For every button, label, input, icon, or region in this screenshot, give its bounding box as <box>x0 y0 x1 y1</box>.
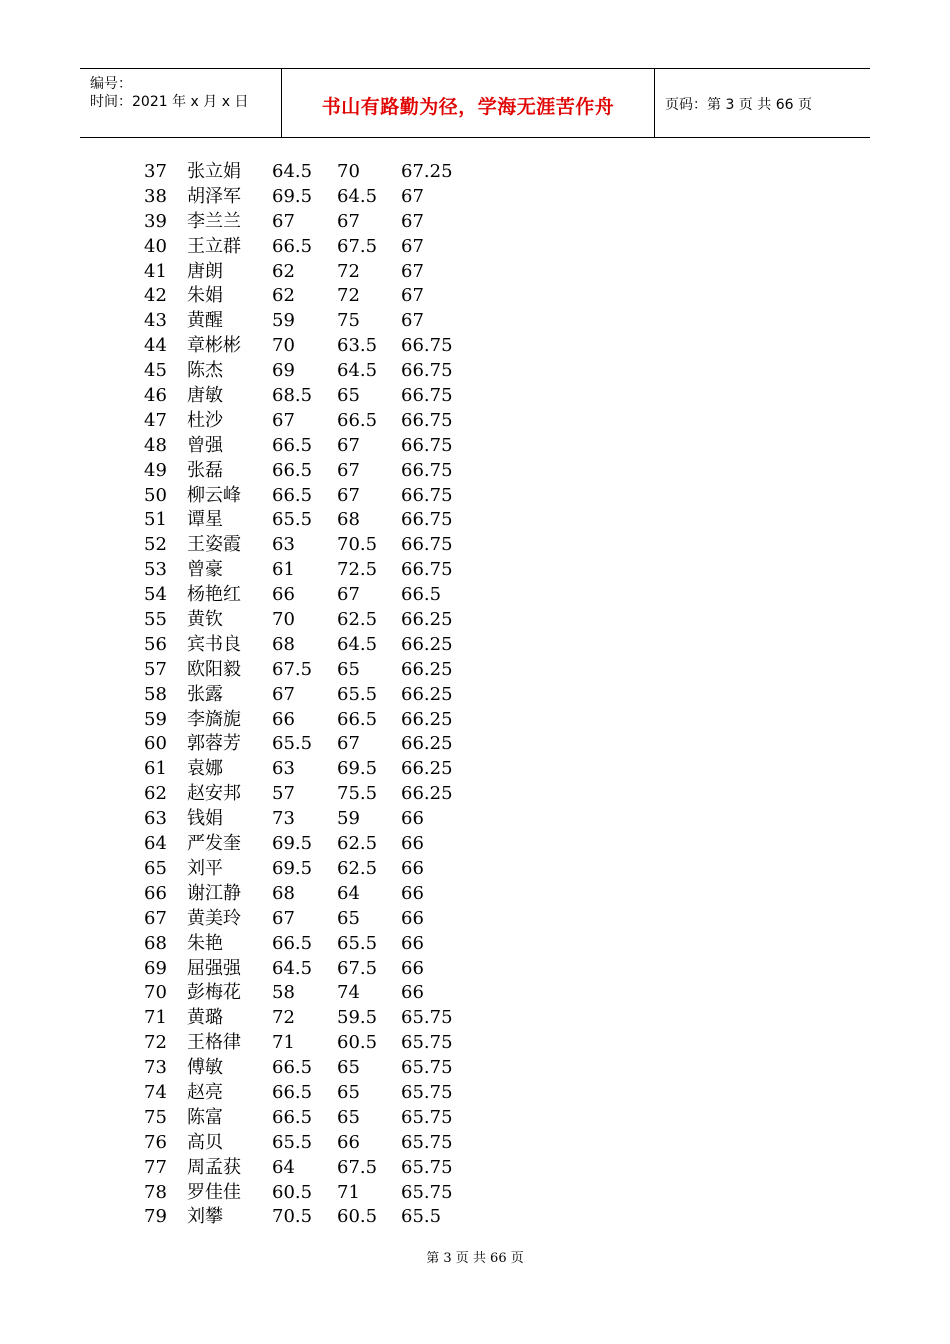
row-number: 48 <box>144 434 167 456</box>
score-2: 65 <box>337 907 360 929</box>
score-2: 63.5 <box>337 335 378 357</box>
student-name: 张立娟 <box>187 161 241 182</box>
list-item <box>0 359 950 384</box>
student-name: 黄醒 <box>187 310 223 332</box>
student-name: 曾豪 <box>187 559 223 581</box>
score-1: 67 <box>272 210 295 232</box>
row-number: 37 <box>144 161 167 182</box>
score-1: 66.5 <box>272 1081 313 1103</box>
score-2: 75.5 <box>337 783 378 805</box>
score-average: 65.5 <box>401 1206 442 1228</box>
score-1: 67 <box>272 409 295 431</box>
row-number: 79 <box>144 1206 167 1228</box>
list-item <box>0 683 950 708</box>
score-average: 66.25 <box>401 609 453 631</box>
score-2: 67.5 <box>337 1156 378 1178</box>
score-average: 67 <box>401 310 424 332</box>
score-2: 67 <box>337 584 360 606</box>
student-name: 胡泽军 <box>187 185 241 207</box>
score-1: 66.5 <box>272 1057 313 1079</box>
row-number: 73 <box>144 1057 167 1079</box>
score-1: 69.5 <box>272 185 313 207</box>
student-name: 朱娟 <box>187 285 223 307</box>
row-number: 78 <box>144 1181 167 1203</box>
student-name: 赵亮 <box>187 1081 223 1103</box>
list-item <box>0 334 950 359</box>
score-2: 65.5 <box>337 683 378 705</box>
document-date-label: 时间：2021 年 x 月 x 日 <box>90 94 249 110</box>
list-item <box>0 882 950 907</box>
header-motto: 书山有路勤为径，学海无涯苦作舟 <box>321 96 615 118</box>
student-name: 王立群 <box>187 235 241 257</box>
score-2: 68 <box>337 509 360 531</box>
score-1: 70 <box>272 609 295 631</box>
score-average: 65.75 <box>401 1057 453 1079</box>
student-name: 杜沙 <box>187 409 223 431</box>
score-average: 66.25 <box>401 733 453 755</box>
score-1: 62 <box>272 285 295 307</box>
score-2: 65 <box>337 1106 360 1128</box>
student-name: 朱艳 <box>187 932 223 954</box>
list-item <box>0 782 950 807</box>
score-average: 66 <box>401 833 424 855</box>
score-2: 64.5 <box>337 633 378 655</box>
row-number: 55 <box>144 609 167 631</box>
score-1: 69.5 <box>272 857 313 879</box>
header-motto-cell <box>282 69 655 137</box>
score-average: 65.75 <box>401 1007 453 1029</box>
score-2: 65 <box>337 1057 360 1079</box>
score-1: 65.5 <box>272 1131 313 1153</box>
score-2: 67 <box>337 210 360 232</box>
row-number: 40 <box>144 235 167 257</box>
list-item <box>0 533 950 558</box>
score-average: 65.75 <box>401 1131 453 1153</box>
list-item <box>0 1156 950 1181</box>
row-number: 59 <box>144 708 167 730</box>
score-average: 66.5 <box>401 584 442 606</box>
score-average: 65.75 <box>401 1181 453 1203</box>
score-average: 66.25 <box>401 783 453 805</box>
row-number: 54 <box>144 584 167 606</box>
score-1: 65.5 <box>272 733 313 755</box>
row-number: 56 <box>144 633 167 655</box>
document-number-label: 编号： <box>90 76 132 92</box>
row-number: 42 <box>144 285 167 307</box>
student-name: 黄璐 <box>187 1007 223 1029</box>
row-number: 45 <box>144 360 167 382</box>
score-average: 66.25 <box>401 658 453 680</box>
list-item <box>0 832 950 857</box>
list-item <box>0 981 950 1006</box>
score-2: 60.5 <box>337 1206 378 1228</box>
student-name: 陈杰 <box>187 360 223 382</box>
score-average: 66.75 <box>401 335 453 357</box>
row-number: 49 <box>144 459 167 481</box>
row-number: 57 <box>144 658 167 680</box>
list-item <box>0 1081 950 1106</box>
score-average: 66 <box>401 982 424 1004</box>
student-name: 严发奎 <box>187 833 241 855</box>
score-average: 65.75 <box>401 1156 453 1178</box>
student-name: 李兰兰 <box>187 210 241 232</box>
score-average: 67 <box>401 285 424 307</box>
score-1: 66 <box>272 708 295 730</box>
score-average: 67 <box>401 210 424 232</box>
list-item <box>0 757 950 782</box>
score-2: 66.5 <box>337 409 378 431</box>
student-name: 陈富 <box>187 1106 223 1128</box>
student-name: 钱娟 <box>187 808 223 830</box>
score-1: 66.5 <box>272 235 313 257</box>
row-number: 61 <box>144 758 167 780</box>
score-2: 60.5 <box>337 1032 378 1054</box>
list-item <box>0 160 950 185</box>
row-number: 38 <box>144 185 167 207</box>
score-average: 65.75 <box>401 1106 453 1128</box>
score-1: 67 <box>272 907 295 929</box>
score-2: 67 <box>337 459 360 481</box>
score-average: 66.75 <box>401 360 453 382</box>
row-number: 64 <box>144 833 167 855</box>
score-average: 67 <box>401 235 424 257</box>
row-number: 43 <box>144 310 167 332</box>
row-number: 66 <box>144 882 167 904</box>
score-2: 74 <box>337 982 360 1004</box>
score-2: 65 <box>337 1081 360 1103</box>
student-name: 李旖旎 <box>187 708 241 730</box>
list-item <box>0 633 950 658</box>
score-average: 65.75 <box>401 1032 453 1054</box>
header-page-info: 页码：第 3 页 共 66 页 <box>665 97 812 113</box>
list-item <box>0 1181 950 1206</box>
score-average: 66.75 <box>401 534 453 556</box>
list-item <box>0 1205 950 1230</box>
list-item <box>0 210 950 235</box>
student-name: 刘平 <box>187 857 223 879</box>
row-number: 76 <box>144 1131 167 1153</box>
score-1: 60.5 <box>272 1181 313 1203</box>
student-name: 郭蓉芳 <box>187 733 241 755</box>
score-1: 67.5 <box>272 658 313 680</box>
student-name: 赵安邦 <box>187 783 241 805</box>
student-name: 谢江静 <box>187 882 241 904</box>
score-2: 72.5 <box>337 559 378 581</box>
score-2: 75 <box>337 310 360 332</box>
score-2: 67.5 <box>337 235 378 257</box>
student-name: 唐朗 <box>187 260 223 282</box>
score-1: 64.5 <box>272 957 313 979</box>
student-name: 屈强强 <box>187 957 241 979</box>
score-2: 72 <box>337 260 360 282</box>
student-name: 高贝 <box>187 1131 223 1153</box>
list-item <box>0 857 950 882</box>
score-2: 67.5 <box>337 957 378 979</box>
list-item <box>0 907 950 932</box>
score-1: 66.5 <box>272 484 313 506</box>
student-name: 谭星 <box>187 509 223 531</box>
score-1: 58 <box>272 982 295 1004</box>
list-item <box>0 1031 950 1056</box>
row-number: 39 <box>144 210 167 232</box>
student-name: 袁娜 <box>187 758 223 780</box>
score-2: 62.5 <box>337 857 378 879</box>
row-number: 50 <box>144 484 167 506</box>
page-header <box>80 68 870 138</box>
score-average: 66.75 <box>401 484 453 506</box>
score-average: 66.25 <box>401 633 453 655</box>
list-item <box>0 459 950 484</box>
row-number: 51 <box>144 509 167 531</box>
row-number: 58 <box>144 683 167 705</box>
score-average: 66.75 <box>401 509 453 531</box>
row-number: 47 <box>144 409 167 431</box>
score-2: 70 <box>337 161 360 182</box>
list-item <box>0 957 950 982</box>
student-name: 王姿霞 <box>187 534 241 556</box>
score-average: 66 <box>401 957 424 979</box>
header-meta-cell <box>80 69 282 137</box>
score-1: 69.5 <box>272 833 313 855</box>
score-1: 72 <box>272 1007 295 1029</box>
score-1: 64.5 <box>272 161 313 182</box>
score-2: 70.5 <box>337 534 378 556</box>
score-1: 68 <box>272 882 295 904</box>
list-item <box>0 658 950 683</box>
score-2: 67 <box>337 434 360 456</box>
score-1: 70.5 <box>272 1206 313 1228</box>
score-1: 63 <box>272 534 295 556</box>
score-1: 57 <box>272 783 295 805</box>
score-2: 69.5 <box>337 758 378 780</box>
score-2: 64.5 <box>337 360 378 382</box>
student-name: 周孟获 <box>187 1156 241 1178</box>
row-number: 68 <box>144 932 167 954</box>
row-number: 67 <box>144 907 167 929</box>
score-average: 66.25 <box>401 708 453 730</box>
list-item <box>0 1131 950 1156</box>
student-name: 张磊 <box>187 459 223 481</box>
list-item <box>0 260 950 285</box>
list-item <box>0 608 950 633</box>
list-item <box>0 583 950 608</box>
row-number: 62 <box>144 783 167 805</box>
row-number: 69 <box>144 957 167 979</box>
student-name: 章彬彬 <box>187 335 241 357</box>
score-average: 66 <box>401 882 424 904</box>
score-1: 66.5 <box>272 1106 313 1128</box>
list-item <box>0 185 950 210</box>
student-name: 刘攀 <box>187 1206 223 1228</box>
row-number: 75 <box>144 1106 167 1128</box>
row-number: 41 <box>144 260 167 282</box>
score-2: 59.5 <box>337 1007 378 1029</box>
list-item <box>0 807 950 832</box>
score-average: 66.25 <box>401 758 453 780</box>
score-2: 67 <box>337 484 360 506</box>
score-1: 68 <box>272 633 295 655</box>
row-number: 63 <box>144 808 167 830</box>
score-2: 72 <box>337 285 360 307</box>
score-2: 65.5 <box>337 932 378 954</box>
score-average: 66 <box>401 857 424 879</box>
score-1: 61 <box>272 559 295 581</box>
score-2: 64.5 <box>337 185 378 207</box>
score-2: 62.5 <box>337 609 378 631</box>
score-1: 68.5 <box>272 385 313 407</box>
list-item <box>0 484 950 509</box>
score-1: 66.5 <box>272 434 313 456</box>
score-average: 66 <box>401 808 424 830</box>
list-item <box>0 434 950 459</box>
list-item <box>0 508 950 533</box>
student-name: 傅敏 <box>187 1057 223 1079</box>
score-1: 66 <box>272 584 295 606</box>
header-page-cell <box>655 69 870 137</box>
score-1: 67 <box>272 683 295 705</box>
score-1: 64 <box>272 1156 295 1178</box>
score-2: 67 <box>337 733 360 755</box>
list-item <box>0 558 950 583</box>
score-1: 66.5 <box>272 459 313 481</box>
list-item <box>0 932 950 957</box>
student-name: 罗佳佳 <box>187 1181 241 1203</box>
row-number: 65 <box>144 857 167 879</box>
row-number: 53 <box>144 559 167 581</box>
score-1: 73 <box>272 808 295 830</box>
student-name: 宾书良 <box>187 633 241 655</box>
score-1: 59 <box>272 310 295 332</box>
score-average: 66.75 <box>401 385 453 407</box>
row-number: 52 <box>144 534 167 556</box>
student-name: 彭梅花 <box>187 982 241 1004</box>
score-average: 66.75 <box>401 559 453 581</box>
student-name: 杨艳红 <box>187 584 241 606</box>
list-item <box>0 235 950 260</box>
list-item <box>0 409 950 434</box>
score-average: 65.75 <box>401 1081 453 1103</box>
score-1: 70 <box>272 335 295 357</box>
row-number: 46 <box>144 385 167 407</box>
row-number: 70 <box>144 982 167 1004</box>
score-2: 59 <box>337 808 360 830</box>
score-average: 66.75 <box>401 434 453 456</box>
score-average: 67.25 <box>401 161 453 182</box>
score-2: 71 <box>337 1181 360 1203</box>
row-number: 77 <box>144 1156 167 1178</box>
row-number: 74 <box>144 1081 167 1103</box>
score-1: 69 <box>272 360 295 382</box>
score-average: 66 <box>401 932 424 954</box>
score-average: 66.75 <box>401 409 453 431</box>
score-1: 66.5 <box>272 932 313 954</box>
student-name: 柳云峰 <box>187 484 241 506</box>
row-number: 44 <box>144 335 167 357</box>
list-item <box>0 1056 950 1081</box>
student-name: 唐敏 <box>187 385 223 407</box>
list-item <box>0 284 950 309</box>
score-2: 65 <box>337 658 360 680</box>
score-1: 63 <box>272 758 295 780</box>
score-average: 67 <box>401 185 424 207</box>
row-number: 60 <box>144 733 167 755</box>
score-2: 64 <box>337 882 360 904</box>
score-list <box>0 160 950 1230</box>
row-number: 71 <box>144 1007 167 1029</box>
list-item <box>0 384 950 409</box>
score-1: 65.5 <box>272 509 313 531</box>
score-1: 62 <box>272 260 295 282</box>
list-item <box>0 1106 950 1131</box>
score-2: 66 <box>337 1131 360 1153</box>
score-2: 66.5 <box>337 708 378 730</box>
score-average: 66 <box>401 907 424 929</box>
student-name: 张露 <box>187 683 223 705</box>
score-2: 62.5 <box>337 833 378 855</box>
student-name: 曾强 <box>187 434 223 456</box>
list-item <box>0 1006 950 1031</box>
student-name: 黄美玲 <box>187 907 241 929</box>
list-item <box>0 708 950 733</box>
list-item <box>0 309 950 334</box>
score-2: 65 <box>337 385 360 407</box>
score-average: 66.25 <box>401 683 453 705</box>
page-footer: 第 3 页 共 66 页 <box>426 1251 524 1266</box>
student-name: 欧阳毅 <box>187 658 241 680</box>
score-average: 67 <box>401 260 424 282</box>
score-average: 66.75 <box>401 459 453 481</box>
score-1: 71 <box>272 1032 295 1054</box>
student-name: 黄钦 <box>187 609 223 631</box>
student-name: 王格律 <box>187 1032 241 1054</box>
list-item <box>0 732 950 757</box>
row-number: 72 <box>144 1032 167 1054</box>
